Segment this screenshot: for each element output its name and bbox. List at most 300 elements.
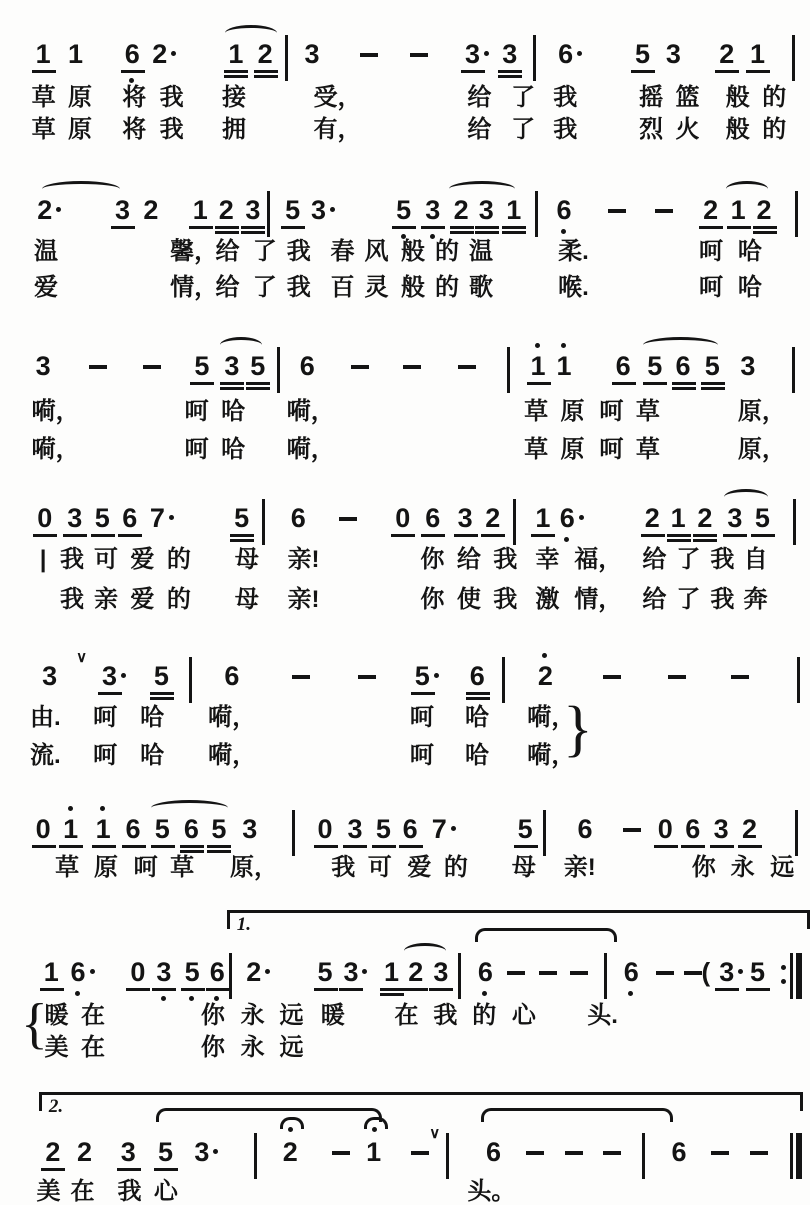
lyric-syllable: 激 — [535, 586, 560, 613]
beam-underline — [514, 845, 538, 848]
beam-underline — [654, 845, 678, 848]
final-bar-thin — [790, 1133, 793, 1179]
augmentation-dot — [169, 515, 174, 520]
barline — [792, 347, 795, 393]
barline — [533, 35, 536, 81]
barline — [642, 1133, 645, 1179]
lyric-syllable: 火 — [675, 116, 700, 143]
note-digit: 6 — [469, 661, 485, 691]
lyric-syllable: 原， — [230, 854, 279, 881]
beam-underline — [150, 697, 174, 700]
note-digit: 6 — [577, 814, 593, 844]
lyric-syllable: 嗬， — [31, 398, 80, 425]
note — [560, 504, 584, 532]
note-digit: 6 — [124, 39, 140, 69]
beam-underline — [715, 70, 739, 73]
augmentation-dot — [265, 969, 270, 974]
note-digit: 5 — [396, 195, 412, 225]
note — [685, 815, 700, 843]
lyric-syllable: 给 — [456, 546, 481, 573]
lyric-syllable: 我 — [117, 1178, 142, 1205]
beam-underline — [180, 845, 204, 848]
lyric-syllable: 般 — [400, 274, 425, 301]
breath-mark: ∨ — [76, 649, 88, 666]
beam-underline — [498, 75, 522, 78]
note-digit: 5 — [184, 957, 200, 987]
note — [518, 815, 533, 843]
lyric-syllable: 我 — [710, 546, 735, 573]
lyric-syllable: 嗬， — [31, 436, 80, 463]
beam-underline — [727, 226, 751, 229]
beam-underline — [502, 231, 526, 234]
note-digit: 3 — [42, 661, 58, 691]
lyric-syllable: 般 — [400, 238, 425, 265]
note — [193, 196, 208, 224]
lyric-syllable: 暖 — [320, 1002, 345, 1029]
beam-underline — [454, 534, 478, 537]
note-digit: 3 — [120, 1137, 136, 1167]
beam-underline — [380, 988, 404, 991]
note — [36, 815, 51, 843]
note — [68, 40, 83, 68]
note — [740, 352, 755, 380]
note — [432, 815, 456, 843]
note — [125, 40, 140, 68]
lyric-syllable: 歌 — [468, 274, 493, 301]
note — [750, 958, 765, 986]
duration-dash — [143, 365, 161, 369]
note — [115, 196, 130, 224]
note-digit: 6 — [671, 1137, 687, 1167]
slur-arc — [404, 943, 446, 959]
beam-underline — [59, 845, 83, 848]
lyric-syllable: 的 — [166, 586, 191, 613]
note — [470, 662, 485, 690]
note-digit: 5 — [750, 957, 766, 987]
note — [184, 815, 199, 843]
beam-underline — [180, 850, 204, 853]
note — [486, 1138, 501, 1166]
barline — [267, 191, 270, 237]
lyric-syllable: 亲! — [287, 586, 320, 613]
lyric-syllable: 哈 — [140, 742, 165, 769]
beam-underline — [450, 226, 474, 229]
lyric-syllable: 我 — [493, 546, 518, 573]
lyric-syllable: 草 — [524, 398, 549, 425]
note-digit: 3 — [464, 39, 480, 69]
lyric-syllable: 呵 — [93, 704, 118, 731]
octave-dot-low — [75, 991, 80, 996]
note-digit: 3 — [502, 39, 518, 69]
lyric-brace: } — [562, 695, 593, 763]
barline — [792, 35, 795, 81]
lyric-syllable: 远 — [770, 854, 795, 881]
lyric-syllable: 哈 — [464, 742, 489, 769]
lyric-syllable: 母 — [234, 546, 259, 573]
note — [395, 504, 410, 532]
lyric-syllable: 可 — [367, 854, 392, 881]
lyric-syllable: 风 — [364, 238, 389, 265]
note — [45, 1138, 60, 1166]
note-digit: 6 — [486, 1137, 502, 1167]
note-digit: 2 — [143, 195, 159, 225]
note — [666, 40, 681, 68]
lyric-syllable: 草 — [31, 84, 56, 111]
barline — [446, 1133, 449, 1179]
lyric-syllable: 你 — [420, 546, 445, 573]
lyric-syllable: 烈 — [639, 116, 664, 143]
note-digit: 6 — [402, 814, 418, 844]
augmentation-dot — [362, 969, 367, 974]
beam-underline — [230, 534, 254, 537]
slur-arc — [726, 181, 768, 197]
note-digit: 2 — [45, 1137, 61, 1167]
lyric-syllable: 头。 — [467, 1178, 516, 1205]
note — [245, 196, 260, 224]
repeat-dot — [781, 965, 786, 970]
beam-underline — [32, 845, 56, 848]
lyric-syllable: 的 — [762, 84, 787, 111]
barline — [797, 657, 800, 703]
lyric-syllable: 呵 — [699, 274, 724, 301]
note — [185, 958, 200, 986]
duration-dash — [603, 1151, 621, 1155]
octave-dot-high — [542, 653, 547, 658]
beam-underline — [481, 534, 505, 537]
beam-underline — [215, 226, 239, 229]
note — [102, 662, 126, 690]
beam-underline — [150, 692, 174, 695]
lyric-syllable: 我 — [159, 84, 184, 111]
lyric-syllable: 的 — [762, 116, 787, 143]
note — [242, 815, 257, 843]
lyric-syllable: 呵 — [184, 398, 209, 425]
lyric-syllable: 了 — [252, 274, 277, 301]
beam-underline — [152, 988, 176, 991]
duration-dash — [351, 365, 369, 369]
note — [234, 504, 249, 532]
beam-underline — [701, 382, 725, 385]
beam-underline — [41, 1168, 65, 1171]
note — [454, 196, 469, 224]
note — [558, 40, 582, 68]
note-digit: 6 — [615, 351, 631, 381]
beam-underline — [33, 534, 57, 537]
note-digit: 5 — [157, 1137, 173, 1167]
note — [152, 40, 176, 68]
note-digit: 2 — [218, 195, 234, 225]
final-bar-thick — [796, 1133, 802, 1179]
note — [705, 352, 720, 380]
beam-underline — [343, 845, 367, 848]
duration-dash — [608, 209, 626, 213]
augmentation-dot — [577, 51, 582, 56]
lyric-syllable: 呵 — [184, 436, 209, 463]
lyric-syllable: 哈 — [737, 274, 762, 301]
lyric-syllable: 亲 — [93, 586, 118, 613]
note-digit: 5 — [234, 503, 250, 533]
duration-dash — [750, 1151, 768, 1155]
tie-bracket — [475, 928, 617, 942]
note-digit: 2 — [756, 195, 772, 225]
note-digit: 2 — [408, 957, 424, 987]
note-digit: 3 — [425, 195, 441, 225]
note — [433, 958, 448, 986]
beam-underline — [672, 382, 696, 385]
octave-dot-low — [214, 996, 219, 1001]
beam-underline — [151, 845, 175, 848]
lyric-syllable: 嗬， — [208, 742, 257, 769]
lyric-syllable: 你 — [200, 1034, 225, 1061]
note — [258, 40, 273, 68]
beam-underline — [154, 1168, 178, 1171]
note — [408, 958, 423, 986]
lyric-syllable: 般 — [725, 116, 750, 143]
octave-dot-high — [100, 806, 105, 811]
note — [755, 504, 770, 532]
beam-underline — [746, 70, 770, 73]
lyric-syllable: 我 — [159, 116, 184, 143]
lyric-syllable: 我 — [59, 586, 84, 613]
beam-underline — [254, 75, 278, 78]
note — [538, 662, 553, 690]
slur-arc — [220, 337, 262, 353]
lyric-syllable: 永 — [240, 1002, 265, 1029]
note — [384, 958, 399, 986]
note-digit: 0 — [395, 503, 411, 533]
duration-dash — [656, 971, 674, 975]
note — [211, 815, 226, 843]
lyric-syllable: 篮 — [675, 84, 700, 111]
beam-underline — [498, 70, 522, 73]
lyric-syllable: 给 — [215, 238, 240, 265]
note-digit: 1 — [506, 195, 522, 225]
note-digit: 1 — [63, 814, 79, 844]
note-digit: 5 — [414, 661, 430, 691]
duration-dash — [655, 209, 673, 213]
note-digit: 1 — [95, 814, 111, 844]
barline — [502, 657, 505, 703]
lyric-syllable: 柔. — [558, 238, 589, 265]
lyric-syllable: 亲! — [563, 854, 596, 881]
beam-underline — [738, 845, 762, 848]
lyric-syllable: 母 — [511, 854, 536, 881]
lyric-syllable: 在 — [81, 1034, 105, 1061]
beam-underline — [220, 382, 244, 385]
duration-dash — [684, 971, 702, 975]
note — [485, 504, 500, 532]
lyric-syllable: 呵 — [599, 436, 624, 463]
note — [556, 196, 571, 224]
note-digit: 5 — [154, 814, 170, 844]
note — [77, 1138, 92, 1166]
note — [283, 1138, 298, 1166]
duration-dash — [458, 365, 476, 369]
note — [154, 662, 169, 690]
beam-underline — [117, 1168, 141, 1171]
note-digit: 3 — [194, 1137, 210, 1167]
octave-dot-high — [535, 343, 540, 348]
note-digit: 1 — [192, 195, 208, 225]
note-digit: 1 — [228, 39, 244, 69]
note-digit: 0 — [657, 814, 673, 844]
note — [194, 352, 209, 380]
lyric-syllable: 给 — [642, 586, 667, 613]
note-digit: 5 — [517, 814, 533, 844]
beam-underline — [230, 539, 254, 542]
note — [624, 958, 639, 986]
duration-dash — [292, 675, 310, 679]
lyric-syllable: 草 — [170, 854, 195, 881]
lyric-syllable: 美 — [36, 1178, 61, 1205]
note-digit: 6 — [623, 957, 639, 987]
octave-dot-high — [561, 343, 566, 348]
note — [122, 504, 137, 532]
lyric-syllable: 在 — [394, 1002, 419, 1029]
lyric-syllable: 福， — [574, 546, 623, 573]
note-digit: 5 — [250, 351, 266, 381]
lyric-syllable: 了 — [511, 84, 536, 111]
note — [478, 958, 493, 986]
note — [96, 815, 111, 843]
note — [156, 958, 171, 986]
note — [425, 196, 440, 224]
note-digit: 1 — [43, 957, 59, 987]
note — [458, 504, 473, 532]
note — [150, 504, 174, 532]
note-digit: 6 — [224, 661, 240, 691]
note — [703, 196, 718, 224]
beam-underline — [667, 534, 691, 537]
note — [396, 196, 411, 224]
note — [366, 1138, 381, 1166]
lyric-syllable: 我 — [710, 586, 735, 613]
beam-underline — [693, 534, 717, 537]
note-digit: 1 — [35, 39, 51, 69]
note — [531, 352, 546, 380]
augmentation-dot — [90, 969, 95, 974]
note-digit: 3 — [156, 957, 172, 987]
volta-label: 1. — [236, 914, 252, 935]
barline — [229, 953, 232, 999]
beam-underline — [380, 993, 404, 996]
lyric-syllable: 永 — [730, 854, 755, 881]
beam-underline — [190, 382, 214, 385]
beam-underline — [531, 534, 555, 537]
note-digit: 1 — [530, 351, 546, 381]
lyric-syllable: 原 — [560, 398, 585, 425]
beam-underline — [63, 534, 87, 537]
lyric-syllable: 呵 — [599, 398, 624, 425]
lyric-syllable: 哈 — [464, 704, 489, 731]
note — [300, 352, 315, 380]
lyric-syllable: 幸 — [535, 546, 560, 573]
beam-underline — [421, 534, 445, 537]
note-digit: 3 — [35, 351, 51, 381]
note — [126, 815, 141, 843]
lyric-syllable: 原， — [737, 436, 786, 463]
note-digit: 5 — [704, 351, 720, 381]
lyric-syllable: 馨， — [170, 238, 219, 265]
beam-underline — [32, 70, 56, 73]
beam-underline — [450, 231, 474, 234]
barline — [292, 810, 295, 856]
note — [719, 40, 734, 68]
beam-underline — [723, 534, 747, 537]
note-digit: 2 — [537, 661, 553, 691]
beam-underline — [91, 534, 115, 537]
note-digit: 1 — [383, 957, 399, 987]
note-digit: 5 — [754, 503, 770, 533]
note-digit: 5 — [153, 661, 169, 691]
note-digit: 0 — [130, 957, 146, 987]
lyric-syllable: 嗬， — [208, 704, 257, 731]
note-digit: 5 — [647, 351, 663, 381]
note — [44, 958, 59, 986]
lyric-syllable: 呵 — [699, 238, 724, 265]
beam-underline — [411, 692, 435, 695]
lyric-syllable: 拥 — [221, 116, 246, 143]
beam-underline — [746, 988, 770, 991]
beam-underline — [92, 845, 116, 848]
duration-dash — [570, 971, 588, 975]
note — [318, 815, 333, 843]
note-digit: 2 — [453, 195, 469, 225]
beam-underline — [246, 387, 270, 390]
lyric-syllable: 我 — [331, 854, 356, 881]
note-digit: 6 — [477, 957, 493, 987]
note — [647, 352, 662, 380]
lyric-syllable: 将 — [122, 116, 147, 143]
note-digit: 3 — [347, 814, 363, 844]
barline — [793, 499, 796, 545]
beam-underline — [220, 387, 244, 390]
note-digit: 6 — [299, 351, 315, 381]
lyric-syllable: 美 — [44, 1034, 69, 1061]
octave-dot-low — [628, 991, 633, 996]
slur-arc — [643, 337, 718, 353]
beam-underline — [404, 988, 428, 991]
augmentation-dot — [121, 673, 126, 678]
note-digit: 3 — [311, 195, 327, 225]
note-digit: 3 — [740, 351, 756, 381]
beam-underline — [98, 692, 122, 695]
duration-dash — [358, 675, 376, 679]
beam-underline — [753, 226, 777, 229]
augmentation-dot — [579, 515, 584, 520]
beam-underline — [693, 539, 717, 542]
final-barline — [790, 1133, 802, 1179]
octave-dot-low — [564, 537, 569, 542]
beam-underline — [641, 534, 665, 537]
lyric-syllable: 呵 — [409, 742, 434, 769]
beam-underline — [391, 534, 415, 537]
lyric-syllable: 受， — [313, 84, 362, 111]
note-digit: 3 — [304, 39, 320, 69]
beam-underline — [254, 70, 278, 73]
note-digit: 1 — [556, 351, 572, 381]
beam-underline — [710, 845, 734, 848]
lyric-syllable: 在 — [70, 1178, 95, 1205]
beam-underline — [126, 988, 150, 991]
augmentation-dot — [213, 1149, 218, 1154]
note — [727, 504, 742, 532]
note — [742, 815, 757, 843]
note-digit: 6 — [290, 503, 306, 533]
beam-underline — [392, 226, 416, 229]
barline — [604, 953, 607, 999]
note-digit: 2 — [152, 39, 168, 69]
